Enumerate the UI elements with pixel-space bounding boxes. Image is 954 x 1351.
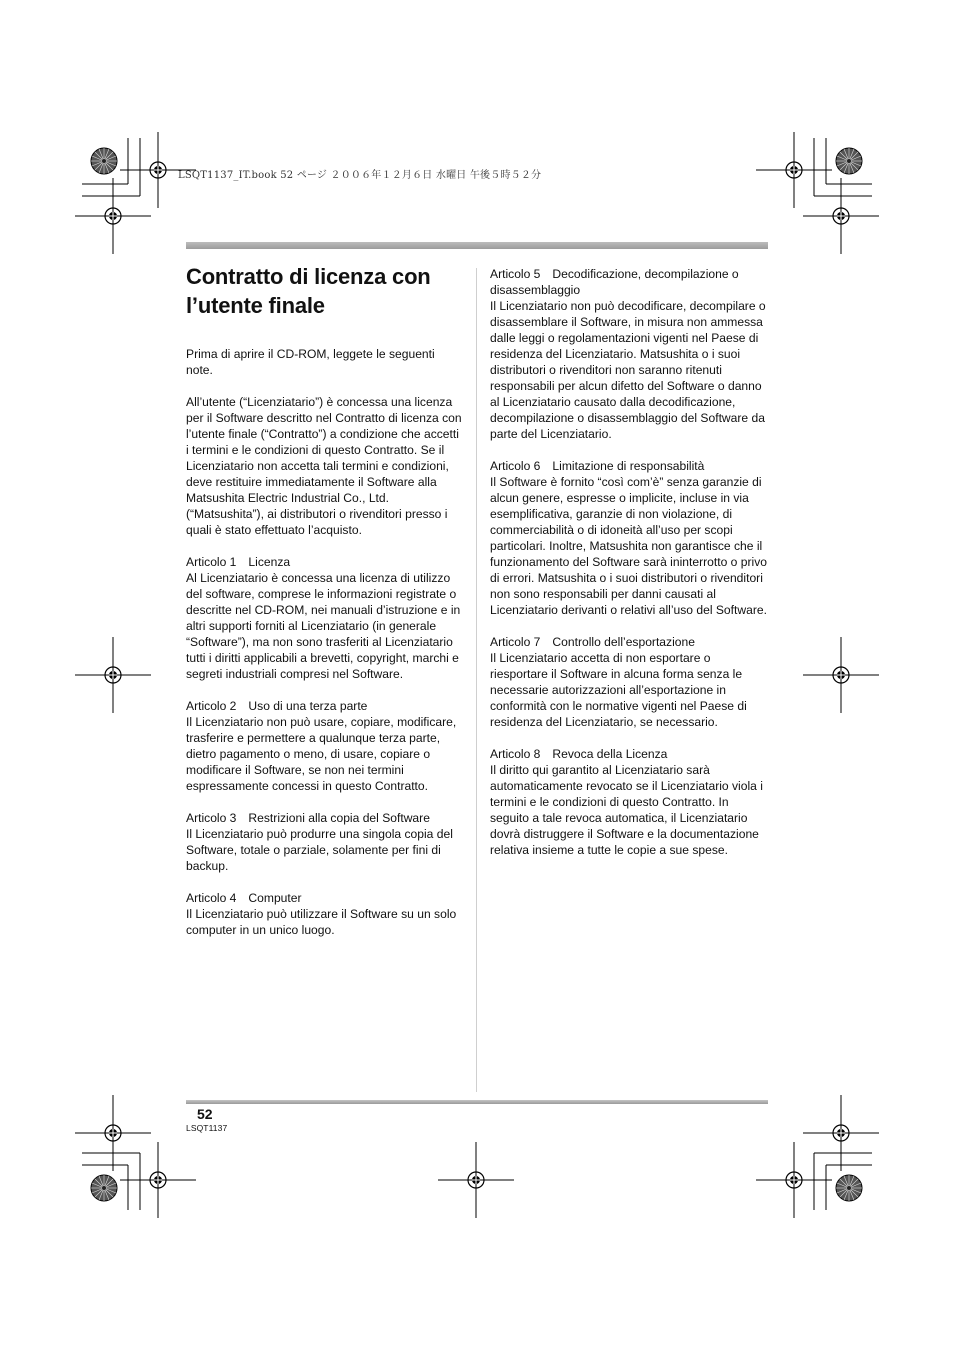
intro-paragraph: Prima di aprire il CD-ROM, leggete le seguenti note.	[186, 347, 435, 377]
printer-color-wheel-icon	[836, 148, 862, 174]
registration-mark-icon	[75, 637, 151, 713]
article-8	[490, 746, 768, 858]
article-body: Il Licenziatario non può decodificare, decompilare o disassemblare il Software, in misura non ammessa dalle leggi o regolamentazioni vigenti nel Paese di residenza del Licenziatario. Matsushita o i suoi distributori o rivenditori non saranno ritenuti responsabili per alcun difetto del Software o danno al Licenziatario causato dalla decodificazione, decompilazione o disassemblaggio del Software da parte del Licenziatario.	[490, 299, 766, 441]
article-body: Il diritto qui garantito al Licenziatario sarà automaticamente revocato se il Licenziatario viola i termini e le condizioni di questo Contratto. In seguito a tale revoca automatica, il Licenziatario dovrà distruggere il Software e la documentazione relativa insieme a tutte le copie a sue spese.	[490, 763, 763, 857]
printer-color-wheel-icon	[836, 1175, 862, 1201]
article-heading: Articolo 8 Revoca della Licenza	[490, 747, 668, 761]
registration-mark-icon	[438, 1142, 514, 1218]
printer-color-wheel-icon	[91, 1175, 117, 1201]
article-body: Il Licenziatario può utilizzare il Software su un solo computer in un unico luogo.	[186, 907, 457, 937]
right-column	[490, 266, 768, 874]
article-body: Il Licenziatario può produrre una singola copia del Software, totale o parziale, solamente per fini di backup.	[186, 827, 453, 873]
registration-mark-icon	[756, 132, 832, 208]
article-1	[186, 554, 464, 682]
article-heading: Articolo 7 Controllo dell’esportazione	[490, 635, 695, 649]
article-body: Il Licenziatario accetta di non esportare o riesportare il Software in alcuna forma senza le necessarie autorizzazioni all’esportazione in conformità con le normative vigenti nel Paese di residenza del Licenziatario, se necessario.	[490, 651, 747, 729]
bottom-rule	[186, 1100, 768, 1104]
article-3	[186, 810, 464, 874]
article-2	[186, 698, 464, 794]
article-heading: Articolo 3 Restrizioni alla copia del Software	[186, 811, 430, 825]
article-6	[490, 458, 768, 618]
article-body: Al Licenziatario è concessa una licenza di utilizzo del software, comprese le informazioni registrate o descritte nel CD-ROM, nei manuali d’istruzione e in altri supporti forniti al Licenziatario (in generale “Software”), ma non sono trasferiti al Licenziatario tutti i diritti applicabili a brevetti, copyright, marchi e segreti industriali compresi nel Software.	[186, 571, 461, 681]
intro-paragraph: All’utente (“Licenziatario”) è concessa una licenza per il Software descritto nel Contratto di licenza con l’utente finale (“Contratto”) a condizione che accetti i termini e le condizioni di questo Contratto. Se il Licenziatario non accetta tali termini e condizioni, deve restituire immediatamente il Software alla Matsushita Electric Industrial Co., Ltd. (“Matsushita”), ai distributori o rivenditori presso i quali è stato effettuato l’acquisto.	[186, 395, 462, 537]
article-body: Il Software è fornito “così com’è” senza garanzie di alcun genere, espresse o implicite, incluse in via esemplificativa, garanzie di non violazione, di commerciabilità o di idoneità all’uso per scopi particolari. Inoltre, Matsushita non garantisce che il funzionamento del Software sarà ininterrotto o privo di errori. Matsushita o i suoi distributori o rivenditori non sono responsabili per danni causati al Licenziatario derivanti o relativi all’uso del Software.	[490, 475, 767, 617]
article-heading: Articolo 2 Uso di una terza parte	[186, 699, 368, 713]
article-heading: Articolo 5 Decodificazione, decompilazione o disassemblaggio	[490, 267, 739, 297]
printer-color-wheel-icon	[91, 148, 117, 174]
column-divider	[476, 268, 477, 1092]
registration-mark-icon	[803, 637, 879, 713]
article-5	[490, 266, 768, 442]
article-heading: Articolo 4 Computer	[186, 891, 302, 905]
page-number: 52	[197, 1106, 213, 1122]
article-heading: Articolo 6 Limitazione di responsabilità	[490, 459, 705, 473]
article-heading: Articolo 1 Licenza	[186, 555, 291, 569]
article-7	[490, 634, 768, 730]
page-title: Contratto di licenza con l’utente finale	[186, 264, 431, 318]
article-body: Il Licenziatario non può usare, copiare, modificare, trasferire e permettere a qualunque terza parte, dietro pagamento o meno, di usare, copiare o modificare il Software, se non nei termini espressamente concessi in questo Contratto.	[186, 715, 457, 793]
top-rule	[186, 242, 768, 249]
print-header: LSQT1137_IT.book 52 ページ ２００６年１２月６日 水曜日 午後５時５２分	[178, 170, 542, 181]
model-code: LSQT1137	[186, 1123, 228, 1133]
left-column	[186, 262, 464, 954]
article-4	[186, 890, 464, 938]
